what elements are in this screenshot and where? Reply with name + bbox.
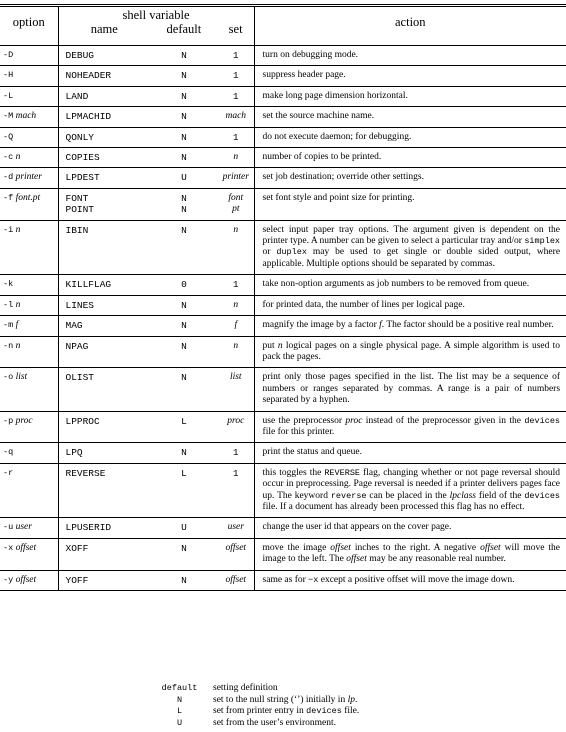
- option-arg: n: [15, 340, 21, 351]
- default-cell: [150, 368, 218, 411]
- rows.8.action_parts-part: select input paper tray options. The argument given is dependent on the printer type. A number can be given to select a particular tray and/or: [262, 224, 561, 247]
- action-cell: set the source machine name.: [254, 107, 566, 127]
- option-cell: [0, 443, 58, 463]
- default-cell: [150, 275, 218, 295]
- table-row: [0, 538, 566, 570]
- rows.16.action_parts-part: field of the: [475, 490, 525, 501]
- option-cell: [0, 411, 58, 443]
- default-value: N: [181, 299, 187, 311]
- default-cell: [150, 538, 218, 570]
- action-cell: [254, 570, 566, 590]
- default-cell: [150, 148, 218, 168]
- rows.8.action_parts-part: duplex: [276, 247, 307, 258]
- action-cell: print the status and queue.: [254, 443, 566, 463]
- default-value: N: [181, 70, 187, 82]
- default-value: N: [181, 447, 187, 459]
- table-row: [0, 295, 566, 315]
- set-cell: [218, 275, 254, 295]
- default-cell: [150, 46, 218, 66]
- action-cell: change the user id that appears on the cover page.: [254, 518, 566, 538]
- action-cell: for printed data, the number of lines per logical page.: [254, 295, 566, 315]
- rows.8.action_parts-part: may be used to get single or double sided output, where applicable. Multiple options should be separated by commas.: [262, 247, 561, 269]
- option-cell: [0, 275, 58, 295]
- option-cell: [0, 316, 58, 336]
- header-set: set: [228, 22, 243, 36]
- rows.19.action_parts-part: except a positive offset will move the image down.: [318, 574, 515, 585]
- table-row: [0, 107, 566, 127]
- set-value: n: [233, 340, 239, 351]
- option-flag: -u: [3, 522, 14, 533]
- rows.16.action_parts-part: flag, changing whether or not page reversal should occur in preprocessing. Page reversal is needed if a printer delivers pages face up. The keyword: [262, 467, 561, 501]
- set-value: 1: [232, 90, 239, 102]
- rows.14.action_parts-part: instead of the preprocessor given in the: [362, 415, 525, 426]
- option-flag: -H: [3, 70, 14, 81]
- table-row: [0, 127, 566, 147]
- action-cell: make long page dimension horizontal.: [254, 86, 566, 106]
- set-value: 1: [232, 70, 239, 82]
- action-cell: [254, 316, 566, 336]
- name-cell: [58, 127, 150, 147]
- table-row: [0, 518, 566, 538]
- action-cell: do not execute daemon; for debugging.: [254, 127, 566, 147]
- var-name: LPMACHID: [65, 111, 112, 123]
- var-name: LINES: [65, 299, 95, 311]
- rows.16.action_parts-part: REVERSE: [324, 467, 361, 478]
- default-value: N: [181, 192, 187, 204]
- option-cell: [0, 188, 58, 220]
- default-value: N: [181, 204, 187, 216]
- option-flag: -x: [3, 542, 14, 553]
- legend-value-part: devices: [306, 706, 342, 716]
- option-cell: [0, 518, 58, 538]
- rows.11.action_parts-part: f: [379, 320, 382, 331]
- rows.8.action_parts-part: simplex: [524, 236, 561, 247]
- option-cell: [0, 336, 58, 368]
- default-value: N: [181, 152, 187, 164]
- default-value: N: [181, 340, 187, 352]
- action-cell: [254, 411, 566, 443]
- default-cell: [150, 188, 218, 220]
- legend-value: set from the user’s environment.: [213, 717, 337, 728]
- default-value: U: [181, 522, 187, 534]
- default-cell: [150, 107, 218, 127]
- name-cell: [58, 316, 150, 336]
- name-cell: [58, 295, 150, 315]
- legend: [146, 683, 359, 729]
- action-cell: [254, 463, 566, 518]
- header-action: action: [395, 15, 426, 29]
- rows.12.action_parts-part: n: [277, 340, 283, 351]
- rows.12.action_parts-part: put: [262, 340, 278, 351]
- option-flag: -c: [3, 152, 14, 163]
- set-cell: [218, 518, 254, 538]
- action-cell: number of copies to be printed.: [254, 148, 566, 168]
- rows.11.action_parts-part: magnify the image by a factor: [262, 320, 380, 331]
- rows.14.action_parts-part: proc: [345, 415, 363, 426]
- table-row: [0, 275, 566, 295]
- option-arg: f: [15, 320, 19, 331]
- set-value: user: [227, 522, 244, 533]
- option-arg: user: [15, 522, 32, 533]
- option-arg: proc: [15, 415, 33, 426]
- default-value: N: [181, 111, 187, 123]
- set-value: mach: [225, 111, 247, 122]
- legend-key: N: [176, 694, 183, 705]
- option-cell: [0, 148, 58, 168]
- option-flag: -M: [3, 111, 14, 122]
- set-cell: [218, 411, 254, 443]
- var-name: FONT: [65, 192, 89, 204]
- table-row: [0, 316, 566, 336]
- legend-value-part: set from printer entry in: [213, 706, 307, 716]
- default-cell: [150, 570, 218, 590]
- default-value: N: [181, 574, 187, 586]
- option-arg: n: [15, 224, 21, 235]
- name-cell: [58, 538, 150, 570]
- option-arg: offset: [15, 542, 37, 553]
- set-value: proc: [227, 415, 245, 426]
- default-cell: [150, 220, 218, 275]
- legend-row: [146, 695, 359, 707]
- option-flag: -q: [3, 447, 14, 458]
- var-name: LPUSERID: [65, 522, 112, 534]
- rows.16.action_parts-part: devices: [524, 490, 561, 501]
- rows.8.action_parts-part: or: [262, 247, 277, 258]
- set-value: font: [228, 192, 244, 203]
- set-cell: [218, 316, 254, 336]
- rows.16.action_parts-part: reverse: [330, 490, 367, 501]
- var-name: NOHEADER: [65, 70, 112, 82]
- default-value: L: [181, 467, 187, 479]
- var-name: LAND: [65, 90, 89, 102]
- legend-value-part: file.: [341, 706, 360, 716]
- name-cell: [58, 570, 150, 590]
- set-cell: [218, 107, 254, 127]
- set-value: 1: [232, 447, 239, 459]
- name-cell: [58, 275, 150, 295]
- set-value: printer: [222, 172, 249, 183]
- name-cell: [58, 46, 150, 66]
- option-cell: [0, 295, 58, 315]
- name-cell: [58, 518, 150, 538]
- table-row: [0, 443, 566, 463]
- name-cell: [58, 66, 150, 86]
- header-shell-variable: shell variable: [122, 8, 190, 22]
- set-cell: [218, 66, 254, 86]
- set-cell: [218, 538, 254, 570]
- name-cell: [58, 86, 150, 106]
- set-cell: [218, 220, 254, 275]
- default-cell: [150, 463, 218, 518]
- action-cell: [254, 538, 566, 570]
- rows.18.action_parts-part: offset: [480, 542, 501, 553]
- default-cell: [150, 127, 218, 147]
- set-value: offset: [225, 542, 247, 553]
- table-row: [0, 411, 566, 443]
- var-name: MAG: [65, 320, 83, 332]
- option-flag: -p: [3, 415, 14, 426]
- default-cell: [150, 66, 218, 86]
- option-arg: printer: [15, 172, 42, 183]
- set-value: 1: [232, 467, 239, 479]
- legend-row: [146, 718, 359, 730]
- var-name: LPQ: [65, 447, 83, 459]
- option-flag: -m: [3, 320, 14, 331]
- option-flag: -l: [3, 299, 14, 310]
- var-name: REVERSE: [65, 467, 106, 479]
- table-row: [0, 570, 566, 590]
- name-cell: [58, 188, 150, 220]
- set-cell: [218, 188, 254, 220]
- legend-value-part: .: [354, 694, 358, 705]
- table-row: [0, 168, 566, 188]
- var-name: QONLY: [65, 131, 95, 143]
- set-cell: [218, 336, 254, 368]
- legend-row: [146, 706, 359, 718]
- legend-value: [213, 706, 359, 718]
- set-value: f: [234, 320, 238, 331]
- table-row: [0, 463, 566, 518]
- name-cell: [58, 411, 150, 443]
- table-row: [0, 336, 566, 368]
- set-value: n: [233, 224, 239, 235]
- set-cell: [218, 86, 254, 106]
- table-row: [0, 188, 566, 220]
- set-value: 1: [232, 131, 239, 143]
- header-default: default: [166, 22, 202, 36]
- rows.16.action_parts-part: this toggles the: [262, 467, 325, 478]
- rows.16.action_parts-part: lpclass: [449, 490, 476, 501]
- set-value: 1: [232, 279, 239, 291]
- option-cell: [0, 570, 58, 590]
- header-option: option: [0, 6, 58, 46]
- var-name: YOFF: [65, 574, 89, 586]
- var-name: LPDEST: [65, 172, 100, 184]
- set-cell: [218, 463, 254, 518]
- rows.14.action_parts-part: devices: [524, 415, 561, 426]
- set-value: offset: [225, 574, 247, 585]
- name-cell: [58, 220, 150, 275]
- option-flag: -f: [3, 192, 14, 203]
- option-arg: list: [15, 372, 28, 383]
- options-table: [0, 4, 566, 591]
- rows.18.action_parts-part: offset: [346, 554, 367, 565]
- option-flag: -L: [3, 90, 14, 101]
- var-name: DEBUG: [65, 50, 95, 61]
- set-cell: [218, 368, 254, 411]
- var-name: KILLFLAG: [65, 279, 112, 291]
- var-name: COPIES: [65, 152, 100, 164]
- option-cell: [0, 538, 58, 570]
- set-cell: [218, 443, 254, 463]
- var-name: XOFF: [65, 542, 89, 554]
- option-cell: [0, 107, 58, 127]
- default-cell: [150, 295, 218, 315]
- legend-key: L: [176, 706, 183, 716]
- option-cell: [0, 127, 58, 147]
- default-value: N: [181, 542, 187, 554]
- rows.19.action_parts-part: same as for: [262, 574, 309, 585]
- name-cell: [58, 463, 150, 518]
- default-cell: [150, 518, 218, 538]
- rows.16.action_parts-part: can be placed in the: [366, 490, 450, 501]
- name-cell: [58, 443, 150, 463]
- option-cell: [0, 86, 58, 106]
- rows.18.action_parts-part: inches to the right. A negative: [350, 542, 481, 553]
- option-cell: [0, 168, 58, 188]
- action-cell: take non-option arguments as job numbers to be removed from queue.: [254, 275, 566, 295]
- legend-key: default: [161, 683, 198, 693]
- action-cell: set font style and point size for printing.: [254, 188, 566, 220]
- name-cell: [58, 107, 150, 127]
- rows.14.action_parts-part: use the preprocessor: [262, 415, 346, 426]
- rows.19.action_parts-part: −x: [308, 574, 319, 585]
- option-arg: offset: [15, 574, 37, 585]
- legend-value-part: set to the null string (‘’) initially in: [213, 694, 348, 705]
- legend-key: U: [176, 717, 183, 728]
- option-flag: -o: [3, 372, 14, 383]
- default-value: L: [181, 415, 187, 427]
- default-value: N: [181, 372, 187, 384]
- option-cell: [0, 463, 58, 518]
- options-table-body: [0, 46, 566, 591]
- header-shell-variable-group: [58, 6, 254, 46]
- default-value: U: [181, 172, 187, 184]
- var-name: POINT: [65, 204, 95, 216]
- rows.16.action_parts-part: file. If a document has already been processed this flag has no effect.: [262, 501, 525, 512]
- table-row: [0, 220, 566, 275]
- default-cell: [150, 86, 218, 106]
- action-cell: set job destination; override other settings.: [254, 168, 566, 188]
- option-flag: -d: [3, 172, 14, 183]
- var-name: LPPROC: [65, 415, 100, 427]
- option-cell: [0, 66, 58, 86]
- option-cell: [0, 368, 58, 411]
- table-row: [0, 86, 566, 106]
- default-value: N: [181, 320, 187, 332]
- option-flag: -k: [3, 279, 14, 290]
- table-row: [0, 368, 566, 411]
- action-cell: [254, 336, 566, 368]
- default-value: N: [181, 50, 187, 61]
- action-cell: print only those pages specified in the list. The list may be a sequence of numbers or ranges separated by commas. A range is a pair of numbers separated by a hyphen.: [254, 368, 566, 411]
- option-arg: n: [15, 299, 21, 310]
- set-cell: [218, 127, 254, 147]
- default-value: N: [181, 90, 187, 102]
- option-flag: -i: [3, 224, 14, 235]
- var-name: IBIN: [65, 224, 89, 236]
- table-row: [0, 66, 566, 86]
- action-cell: [254, 220, 566, 275]
- option-flag: -r: [3, 467, 14, 478]
- rows.11.action_parts-part: . The factor should be a positive real number.: [381, 320, 554, 331]
- default-cell: [150, 443, 218, 463]
- table-row: [0, 46, 566, 66]
- set-cell: [218, 295, 254, 315]
- default-cell: [150, 168, 218, 188]
- var-name: NPAG: [65, 340, 89, 352]
- rows.12.action_parts-part: logical pages on a single physical page. A simple algorithm is used to pack the pages.: [262, 340, 561, 362]
- option-cell: [0, 220, 58, 275]
- option-arg: n: [15, 152, 21, 163]
- set-cell: [218, 168, 254, 188]
- set-value: list: [229, 372, 242, 383]
- set-value: pt: [232, 204, 240, 215]
- rows.18.action_parts-part: will move the image to the left. The: [262, 542, 561, 565]
- legend-value: [213, 695, 357, 707]
- header-name: name: [90, 22, 118, 36]
- name-cell: [58, 368, 150, 411]
- rows.18.action_parts-part: move the image: [262, 542, 331, 553]
- name-cell: [58, 168, 150, 188]
- default-cell: [150, 316, 218, 336]
- name-cell: [58, 336, 150, 368]
- option-flag: -n: [3, 340, 14, 351]
- option-arg: mach: [15, 111, 37, 122]
- set-cell: [218, 570, 254, 590]
- default-value: 0: [181, 279, 187, 291]
- legend-value: setting definition: [213, 683, 278, 693]
- rows.18.action_parts-part: offset: [330, 542, 351, 553]
- legend-row: [146, 683, 359, 695]
- option-arg: font.pt: [15, 192, 41, 203]
- rows.14.action_parts-part: file for this printer.: [262, 426, 335, 437]
- default-cell: [150, 336, 218, 368]
- set-cell: [218, 148, 254, 168]
- default-value: N: [181, 224, 187, 236]
- option-flag: -D: [3, 50, 14, 60]
- option-flag: -Q: [3, 131, 14, 142]
- option-flag: -y: [3, 574, 14, 585]
- rows.18.action_parts-part: may be any reasonable real number.: [366, 554, 506, 565]
- set-cell: [218, 46, 254, 66]
- set-value: n: [233, 299, 239, 310]
- set-value: n: [233, 152, 239, 163]
- option-cell: [0, 46, 58, 66]
- legend-value-part: lp: [347, 694, 355, 705]
- action-cell: suppress header page.: [254, 66, 566, 86]
- var-name: OLIST: [65, 372, 95, 384]
- name-cell: [58, 148, 150, 168]
- set-value: 1: [232, 50, 239, 61]
- action-cell: turn on debugging mode.: [254, 46, 566, 66]
- default-value: N: [181, 131, 187, 143]
- table-row: [0, 148, 566, 168]
- default-cell: [150, 411, 218, 443]
